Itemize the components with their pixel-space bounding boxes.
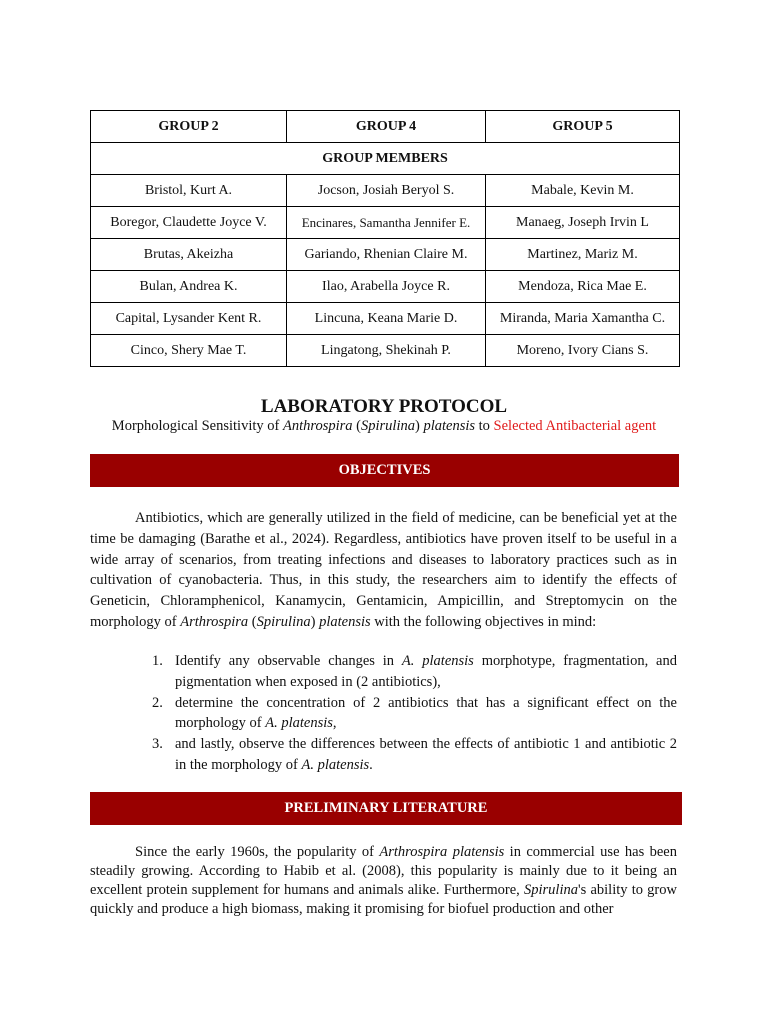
member-cell: Encinares, Samantha Jennifer E. — [287, 207, 486, 239]
list-item — [90, 651, 677, 693]
table-header-row — [91, 111, 680, 143]
member-cell: Boregor, Claudette Joyce V. — [91, 207, 287, 239]
objectives-list — [90, 651, 677, 776]
member-cell: Gariando, Rhenian Claire M. — [287, 239, 486, 271]
list-italic: A. platensis — [401, 653, 474, 669]
member-cell: Jocson, Josiah Beryol S. — [287, 175, 486, 207]
member-cell: Cinco, Shery Mae T. — [91, 335, 287, 367]
page-subtitle — [0, 418, 768, 435]
literature-heading: PRELIMINARY LITERATURE — [90, 792, 682, 825]
list-text: and lastly, observe the differences between the effects of antibiotic 1 and antibiotic 2 in the morphology of — [175, 736, 677, 773]
subtitle-paren-open: ( — [352, 418, 361, 434]
lit-italic-2: Spirulina — [524, 882, 578, 898]
table-row — [91, 239, 680, 271]
intro-italic-genus: Arthrospira — [180, 613, 249, 630]
intro-italic-species: platensis — [319, 613, 371, 630]
member-cell: Lingatong, Shekinah P. — [287, 335, 486, 367]
lit-text-3: 's ability to grow quickly and produce a high biomass, making it promising for biofuel production and other — [90, 882, 677, 917]
member-cell: Lincuna, Keana Marie D. — [287, 303, 486, 335]
literature-paragraph — [90, 843, 677, 919]
intro-paren-close: ) — [310, 613, 320, 630]
lit-text-1: Since the early 1960s, the popularity of — [135, 844, 380, 860]
member-cell: Bristol, Kurt A. — [91, 175, 287, 207]
objectives-heading: OBJECTIVES — [90, 454, 679, 487]
list-text: determine the concentration of 2 antibiotics that has a significant effect on the morphology of — [175, 694, 677, 732]
list-number: 2. — [152, 694, 163, 711]
member-cell: Mabale, Kevin M. — [486, 175, 680, 207]
member-cell: Martinez, Mariz M. — [486, 239, 680, 271]
subtitle-species: platensis — [423, 418, 476, 434]
subtitle-prefix: Morphological Sensitivity of — [111, 418, 283, 434]
list-text-after: . — [369, 756, 373, 773]
intro-italic-alt-genus: Spirulina — [256, 613, 311, 630]
subtitle-paren-close: ) — [414, 418, 424, 434]
list-number: 1. — [152, 653, 163, 669]
group-header: GROUP 4 — [287, 111, 486, 143]
table-row — [91, 303, 680, 335]
group-header: GROUP 5 — [486, 111, 680, 143]
group-members-table — [90, 110, 680, 367]
lit-text-2: in commercial use has been steadily growing. According to Habib et al. (2008), this popularity is mainly due to it being an excellent protein supplement for humans and animals alike. Furthermore, — [90, 844, 677, 898]
member-cell: Brutas, Akeizha — [91, 239, 287, 271]
subtitle-agent: Selected Antibacterial agent — [493, 418, 657, 434]
table-row — [91, 335, 680, 367]
member-cell: Ilao, Arabella Joyce R. — [287, 271, 486, 303]
table-row — [91, 271, 680, 303]
objectives-intro — [90, 508, 677, 633]
subtitle-genus: Anthrospira — [282, 418, 353, 434]
subtitle-alt-genus: Spirulina — [361, 418, 415, 434]
member-cell: Capital, Lysander Kent R. — [91, 303, 287, 335]
group-members-label: GROUP MEMBERS — [91, 143, 680, 175]
list-text: Identify any observable changes in — [175, 653, 402, 669]
page-title: LABORATORY PROTOCOL — [260, 396, 508, 417]
member-cell: Mendoza, Rica Mae E. — [486, 271, 680, 303]
member-cell: Bulan, Andrea K. — [91, 271, 287, 303]
list-item — [90, 693, 677, 735]
lit-italic-1: Arthrospira platensis — [379, 844, 505, 860]
table-row — [91, 175, 680, 207]
intro-text: Antibiotics, which are generally utilized in the field of medicine, can be beneficial yet at the time be damaging (Barathe et al., 2024). Regardless, antibiotics have proven itself to be useful in a wide array of scenarios, from treating infections and diseases to laboratory practices such as in cultivation of cyanobacteria. Thus, in this study, the researchers aim to identify the effects of Geneticin, Chloramphenicol, Kanamycin, Gentamicin, Ampicillin, and Streptomycin on the morphology of — [90, 510, 677, 630]
list-text-after: , — [332, 715, 337, 732]
list-italic: A. platensis — [265, 715, 333, 732]
table-members-label-row — [91, 143, 680, 175]
intro-end: with the following objectives in mind: — [370, 613, 597, 630]
list-text-after: morphotype, fragmentation, and pigmentation when exposed in (2 antibiotics), — [175, 653, 677, 690]
list-number: 3. — [152, 736, 163, 753]
group-header: GROUP 2 — [91, 111, 287, 143]
subtitle-to: to — [475, 418, 494, 434]
list-italic: A. platensis — [301, 756, 370, 773]
intro-paren-open: ( — [248, 613, 257, 630]
member-cell: Moreno, Ivory Cians S. — [486, 335, 680, 367]
member-cell: Miranda, Maria Xamantha C. — [486, 303, 680, 335]
table-row — [91, 207, 680, 239]
member-cell: Manaeg, Joseph Irvin L — [486, 207, 680, 239]
list-item — [90, 734, 677, 776]
